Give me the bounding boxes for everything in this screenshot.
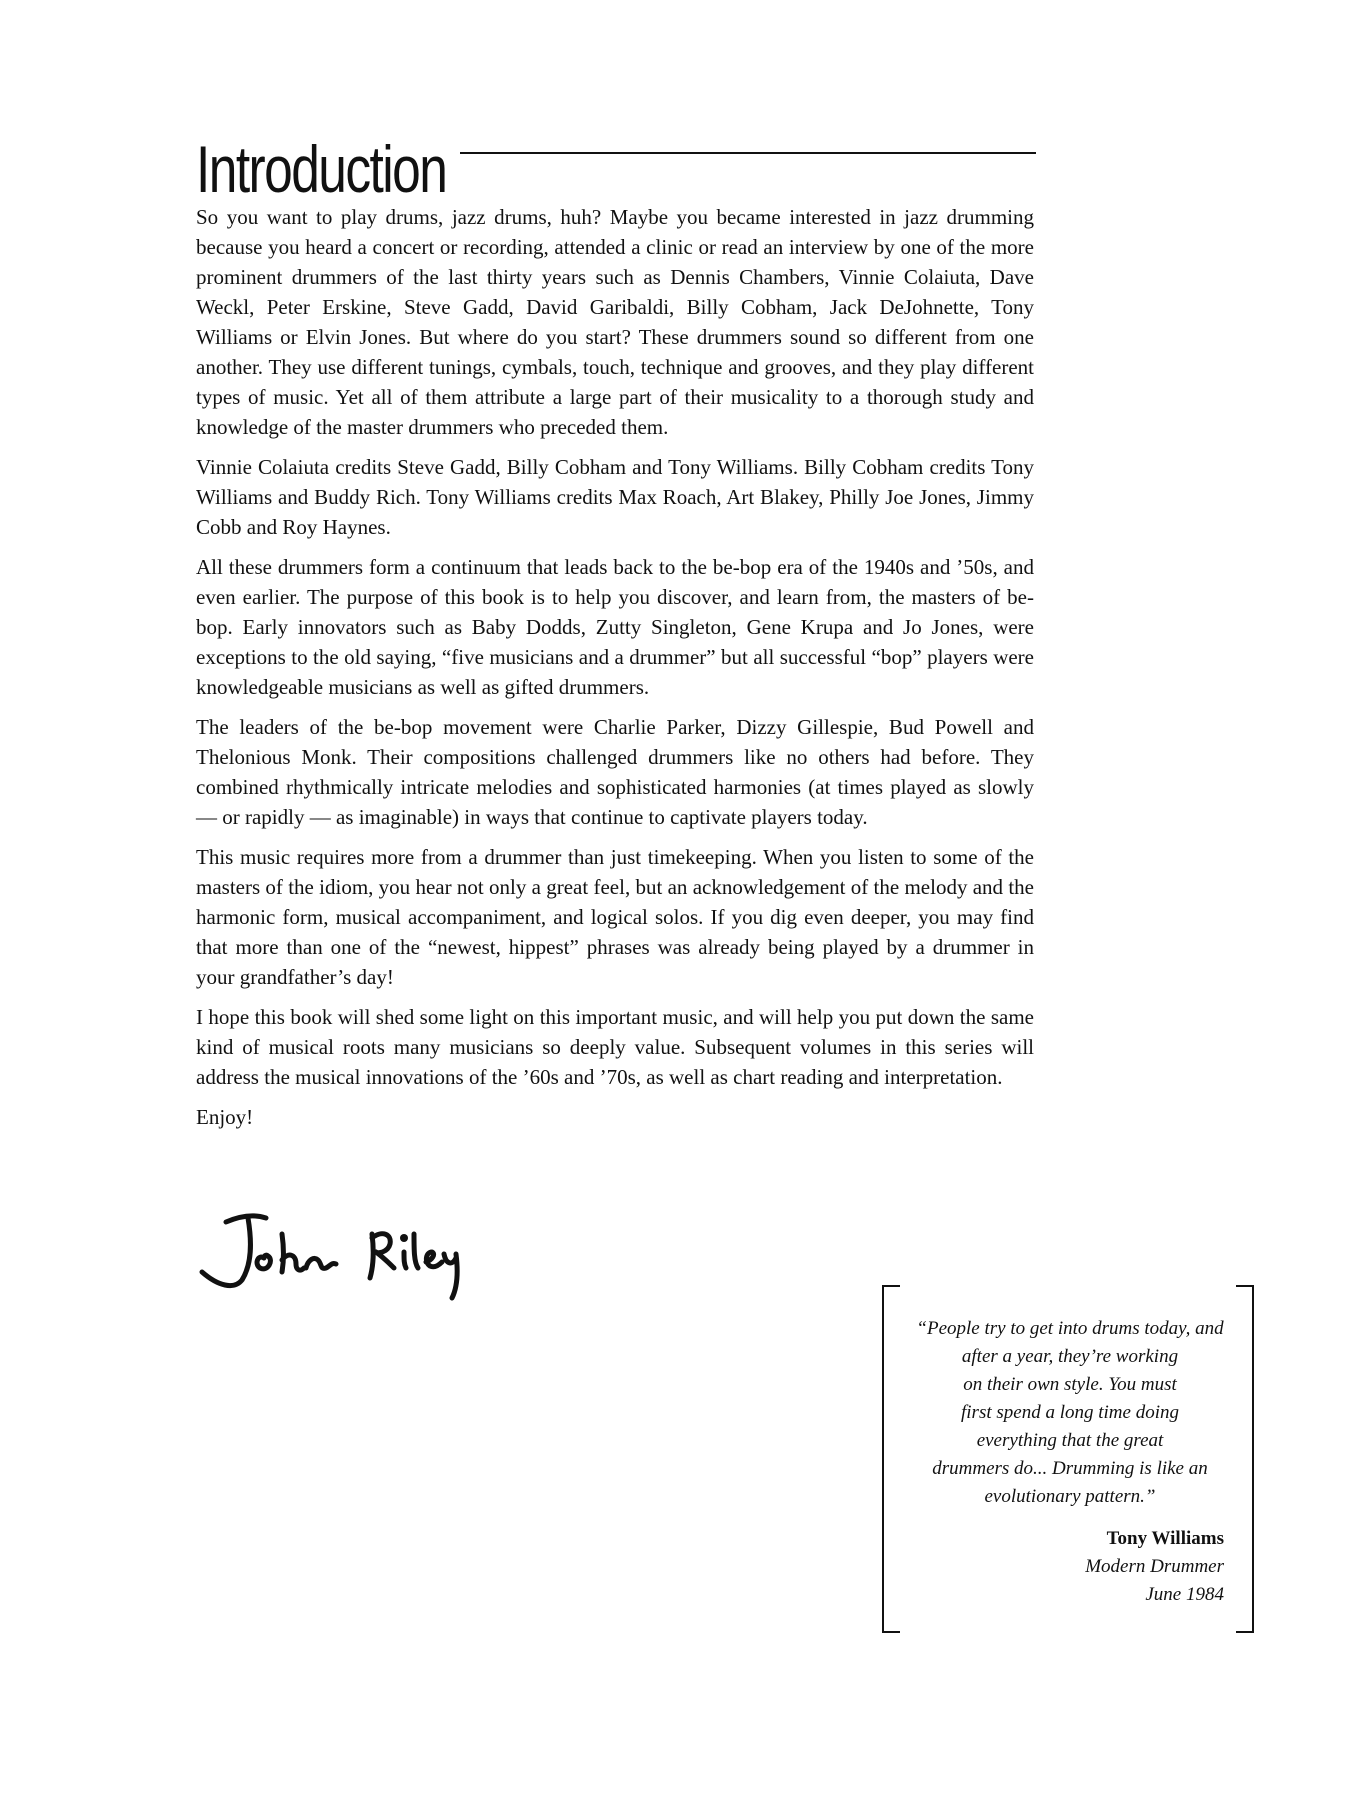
paragraph-5: This music requires more from a drummer than just timekeeping. When you listen to some of the masters of the idiom, you hear not only a great feel, but an acknowledgement of the melody and the harmonic form, musical accompaniment, and logical solos. If you dig even deeper, you may find that more than one of the “newest, hippest” phrases was already being played by a drummer in your grandfather’s day! (196, 845, 1034, 989)
right-bracket (1236, 1285, 1254, 1633)
pull-quote (882, 1285, 1254, 1635)
quote-line: drummers do... Drumming is like an (932, 1458, 1208, 1479)
quote-publication: Modern Drummer (1085, 1556, 1224, 1577)
quote-text (904, 1315, 1236, 1511)
paragraph-2: Vinnie Colaiuta credits Steve Gadd, Billy Cobham and Tony Williams. Billy Cobham credits Tony Williams and Buddy Rich. Tony Williams credits Max Roach, Art Blakey, Philly Joe Jones, Jimmy Cobb and Roy Haynes. (196, 455, 1034, 539)
quote-line: after a year, they’re working (961, 1346, 1179, 1367)
title-rule (460, 152, 1036, 154)
handwritten-signature (196, 1194, 496, 1304)
quote-author: Tony Williams (1106, 1528, 1224, 1549)
quote-line: first spend a long time doing (961, 1402, 1179, 1423)
quote-date: June 1984 (1145, 1584, 1224, 1605)
quote-line: evolutionary pattern.” (984, 1486, 1156, 1507)
quote-line: everything that the great (976, 1430, 1164, 1451)
paragraph-6: I hope this book will shed some light on this important music, and will help you put down the same kind of musical roots many musicians so deeply value. Subsequent volumes in this series will address the musical innovations of the ’60s and ’70s, as well as chart reading and interpretation. (196, 1005, 1034, 1089)
left-bracket (882, 1285, 900, 1633)
quote-line: “People try to get into drums today, and (916, 1318, 1224, 1339)
paragraph-3: All these drummers form a continuum that leads back to the be-bop era of the 1940s and ’50s, and even earlier. The purpose of this book is to help you discover, and learn from, the masters of be-bop. Early innovators such as Baby Dodds, Zutty Singleton, Gene Krupa and Jo Jones, were exceptions to the old saying, “five musicians and a drummer” but all successful “bop” players were knowledgeable musicians as well as gifted drummers. (196, 555, 1034, 699)
page-title: Introduction (196, 132, 447, 206)
title-row (196, 112, 1036, 206)
quote-attribution (904, 1525, 1224, 1609)
body-text (196, 202, 1034, 1142)
paragraph-4: The leaders of the be-bop movement were Charlie Parker, Dizzy Gillespie, Bud Powell and Thelonious Monk. Their compositions challenged drummers like no others had before. They combined rhythmically intricate melodies and sophisticated harmonies (at times played as slowly — or rapidly — as imaginable) in ways that continue to captivate players today. (196, 715, 1034, 829)
paragraph-1: So you want to play drums, jazz drums, huh? Maybe you became interested in jazz drumming because you heard a concert or recording, attended a clinic or read an interview by one of the more prominent drummers of the last thirty years such as Dennis Chambers, Vinnie Colaiuta, Dave Weckl, Peter Erskine, Steve Gadd, David Garibaldi, Billy Cobham, Jack DeJohnette, Tony Williams or Elvin Jones. But where do you start? These drummers sound so different from one another. They use different tunings, cymbals, touch, technique and grooves, and they play different types of music. Yet all of them attribute a large part of their musicality to a thorough study and knowledge of the master drummers who preceded them. (196, 205, 1034, 439)
quote-line: on their own style. You must (963, 1374, 1177, 1395)
closing-line: Enjoy! (196, 1105, 254, 1129)
